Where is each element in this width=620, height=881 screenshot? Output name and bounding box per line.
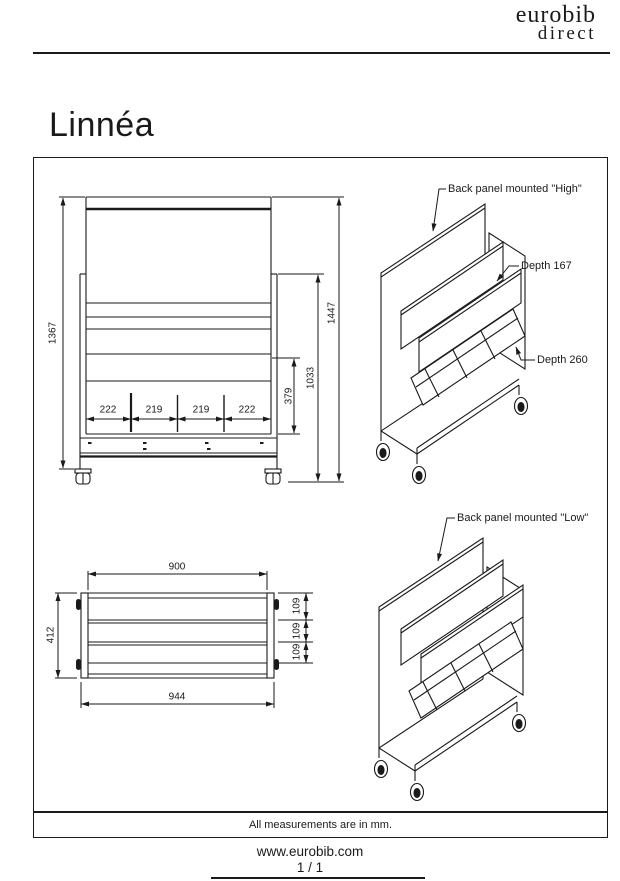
front-dimensions bbox=[59, 197, 344, 482]
front-view-drawing bbox=[41, 186, 351, 491]
measurements-note: All measurements are in mm. bbox=[248, 819, 393, 831]
page-number: 1 / 1 bbox=[296, 860, 324, 875]
dim-1447: 1447 bbox=[326, 301, 338, 325]
label-back-panel-low: Back panel mounted "Low" bbox=[457, 512, 589, 524]
front-base-dots bbox=[88, 442, 264, 450]
iso-low-leaders bbox=[438, 518, 455, 561]
iso-low-drawing bbox=[363, 503, 613, 803]
top-view-svg bbox=[41, 556, 351, 721]
dim-109-2: 109 bbox=[291, 622, 303, 640]
label-back-panel-high: Back panel mounted "High" bbox=[448, 183, 582, 195]
dim-109-1: 109 bbox=[291, 597, 303, 615]
logo-line-2: direct bbox=[537, 23, 596, 45]
iso-low-svg bbox=[363, 503, 613, 803]
top-view-drawing bbox=[41, 556, 351, 721]
dim-109-3: 109 bbox=[291, 643, 303, 661]
footer-divider bbox=[211, 877, 425, 879]
iso-high-drawing bbox=[363, 173, 613, 503]
dim-slot-3: 219 bbox=[192, 404, 210, 416]
label-depth-167: Depth 167 bbox=[521, 260, 572, 272]
logo-line-1: eurobib bbox=[515, 2, 596, 28]
eurobib-logo bbox=[515, 2, 596, 45]
iso-high-cart bbox=[377, 204, 528, 484]
measurements-note-box bbox=[33, 812, 608, 838]
dim-slot-2: 219 bbox=[145, 404, 163, 416]
front-view-svg bbox=[41, 186, 351, 491]
front-casters bbox=[75, 469, 281, 484]
page-title: Linnéa bbox=[49, 106, 155, 144]
header-divider bbox=[33, 52, 610, 54]
iso-high-svg bbox=[363, 173, 613, 503]
iso-low-cart bbox=[375, 538, 526, 801]
dim-412: 412 bbox=[45, 626, 57, 644]
dim-944: 944 bbox=[168, 691, 186, 703]
dim-1367: 1367 bbox=[47, 321, 59, 345]
website-text: www.eurobib.com bbox=[256, 844, 364, 859]
label-depth-260: Depth 260 bbox=[537, 354, 588, 366]
dim-379: 379 bbox=[283, 387, 295, 405]
top-view-body bbox=[81, 593, 274, 678]
front-cart-body bbox=[80, 197, 277, 469]
dim-1033: 1033 bbox=[305, 366, 317, 390]
top-view-caster-marks bbox=[76, 599, 279, 670]
dim-slot-1: 222 bbox=[99, 404, 117, 416]
drawing-frame bbox=[33, 157, 608, 812]
dim-slot-4: 222 bbox=[238, 404, 256, 416]
dim-900: 900 bbox=[168, 561, 186, 573]
